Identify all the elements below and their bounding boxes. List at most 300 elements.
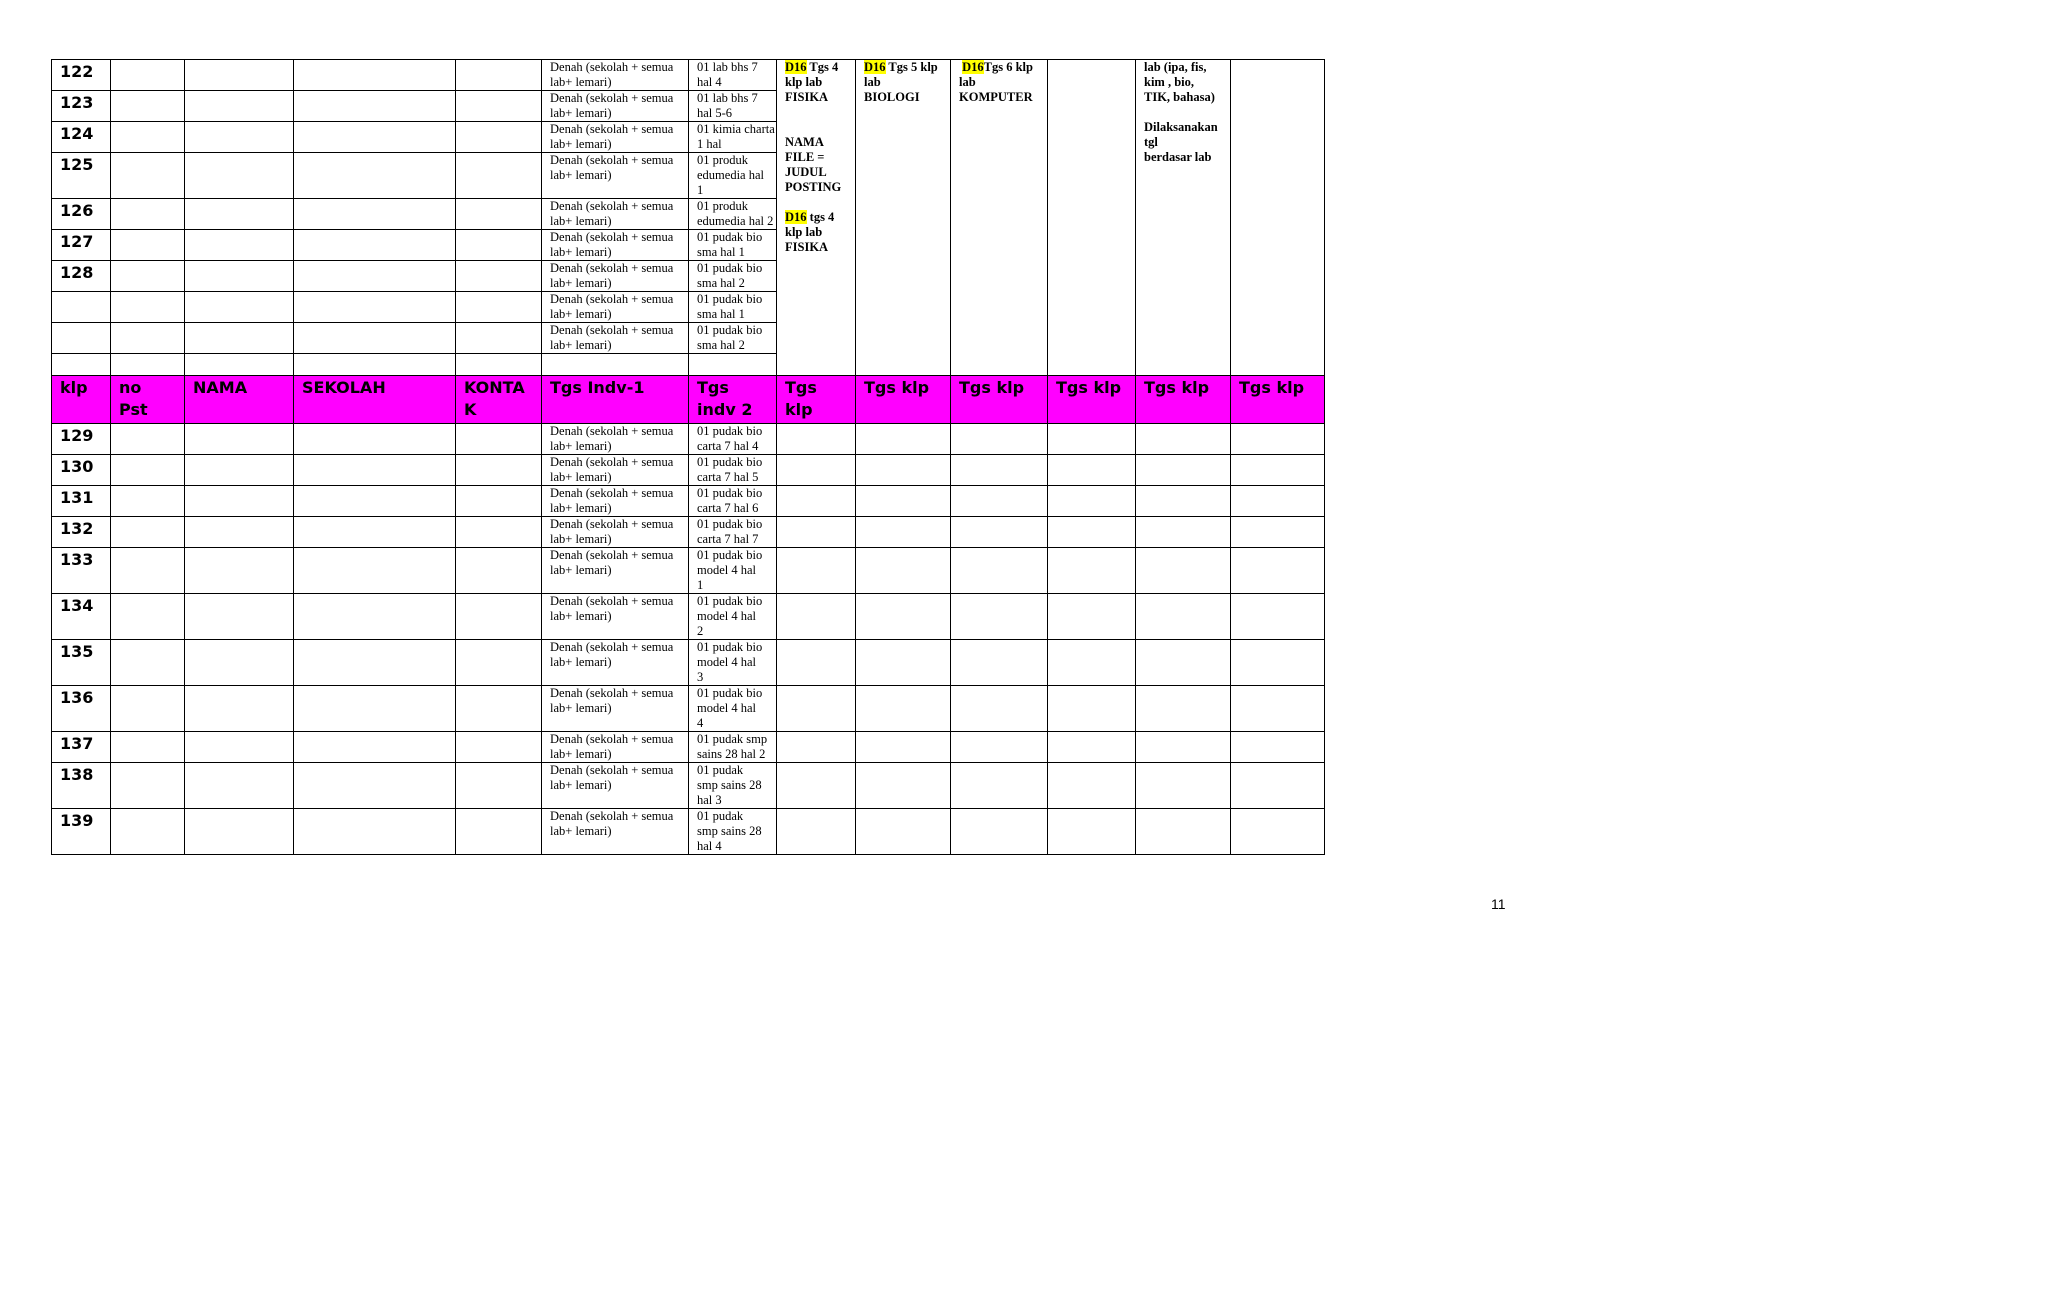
tgs-klp-cell[interactable] — [1048, 517, 1136, 548]
sekolah-cell[interactable] — [294, 91, 456, 122]
tgs-indv2-line: sains 28 hal 2 — [697, 747, 766, 761]
no-pst-cell[interactable] — [111, 60, 185, 91]
tgs-indv1-line: lab+ lemari) — [550, 778, 612, 792]
sekolah-cell[interactable] — [294, 686, 456, 732]
tgs-klp-cell[interactable] — [1136, 686, 1231, 732]
merged-line: KOMPUTER — [959, 90, 1033, 104]
tgs-klp-cell[interactable] — [777, 809, 856, 855]
tgs-klp-cell[interactable] — [1136, 732, 1231, 763]
tgs-klp-cell[interactable] — [856, 517, 951, 548]
tgs-klp-cell[interactable] — [1048, 732, 1136, 763]
tgs-klp-cell[interactable] — [856, 486, 951, 517]
no-pst-cell[interactable] — [111, 732, 185, 763]
sekolah-cell[interactable] — [294, 122, 456, 153]
klp-cell: 139 — [52, 809, 111, 855]
schedule-sheet — [51, 59, 1325, 855]
merged-text: Tgs 5 klp — [885, 60, 938, 74]
tgs-indv2-line: sma hal 1 — [697, 307, 745, 321]
no-pst-cell[interactable] — [111, 199, 185, 230]
tgs-klp-cell[interactable] — [856, 640, 951, 686]
sekolah-cell[interactable] — [294, 424, 456, 455]
no-pst-cell[interactable] — [111, 323, 185, 354]
tgs-indv2-line: 01 pudak bio — [697, 261, 763, 275]
tgs-klp-cell[interactable] — [1136, 763, 1231, 809]
nama-cell[interactable] — [185, 261, 294, 292]
klp-cell — [52, 354, 111, 376]
tgs-indv1-line: Denah (sekolah + semua — [550, 323, 674, 337]
tgs-klp-cell[interactable] — [856, 424, 951, 455]
tgs-klp-cell[interactable] — [856, 732, 951, 763]
tgs-klp-cell[interactable] — [856, 809, 951, 855]
spacer — [785, 120, 855, 135]
sekolah-cell[interactable] — [294, 261, 456, 292]
tgs-indv1-cell — [542, 548, 689, 594]
sekolah-cell[interactable] — [294, 199, 456, 230]
header-tgs-klp: Tgs klp — [951, 376, 1048, 424]
tgs-indv2-line: smp sains 28 — [697, 778, 762, 792]
klp-cell: 122 — [52, 60, 111, 91]
nama-cell[interactable] — [185, 323, 294, 354]
no-pst-cell[interactable] — [111, 455, 185, 486]
tgs-indv2-line: 01 pudak — [697, 809, 744, 823]
klp-cell: 127 — [52, 230, 111, 261]
tgs-indv1-line: lab+ lemari) — [550, 214, 612, 228]
tgs-indv2-cell — [689, 424, 777, 455]
tgs-indv2-line: hal 4 — [697, 839, 722, 853]
tgs-klp-cell[interactable] — [856, 594, 951, 640]
tgs-klp-cell[interactable] — [1048, 455, 1136, 486]
tgs-klp-cell[interactable] — [1048, 640, 1136, 686]
table-row — [52, 640, 1325, 686]
tgs-indv1-cell — [542, 455, 689, 486]
no-pst-cell[interactable] — [111, 91, 185, 122]
no-pst-cell[interactable] — [111, 809, 185, 855]
sekolah-cell[interactable] — [294, 517, 456, 548]
table-row — [52, 455, 1325, 486]
kontak-cell[interactable] — [456, 230, 542, 261]
no-pst-cell[interactable] — [111, 594, 185, 640]
tgs-klp-cell[interactable] — [1048, 548, 1136, 594]
no-pst-cell[interactable] — [111, 424, 185, 455]
nama-cell[interactable] — [185, 517, 294, 548]
tgs-klp-cell[interactable] — [951, 424, 1048, 455]
no-pst-cell[interactable] — [111, 686, 185, 732]
tgs-indv2-line: model 4 hal — [697, 655, 757, 669]
tgs-indv1-line: lab+ lemari) — [550, 701, 612, 715]
tgs-klp-cell[interactable] — [1136, 594, 1231, 640]
tgs-klp-cell[interactable] — [1136, 424, 1231, 455]
tgs-indv1-line: Denah (sekolah + semua — [550, 60, 674, 74]
tgs-indv1-line: Denah (sekolah + semua — [550, 122, 674, 136]
tgs-indv1-cell — [542, 199, 689, 230]
tgs-indv1-line: Denah (sekolah + semua — [550, 594, 674, 608]
no-pst-cell[interactable] — [111, 763, 185, 809]
nama-cell[interactable] — [185, 91, 294, 122]
spacer — [785, 105, 855, 120]
klp-cell: 125 — [52, 153, 111, 199]
tgs-indv2-cell — [689, 153, 777, 199]
tgs-indv1-cell — [542, 686, 689, 732]
tgs-indv2-line: sma hal 2 — [697, 276, 745, 290]
sekolah-cell[interactable] — [294, 354, 456, 376]
tgs-indv1-line: Denah (sekolah + semua — [550, 640, 674, 654]
sekolah-cell[interactable] — [294, 230, 456, 261]
kontak-cell[interactable] — [456, 323, 542, 354]
merged-line: lab — [864, 75, 881, 89]
tgs-indv1-cell — [542, 354, 689, 376]
no-pst-cell[interactable] — [111, 486, 185, 517]
top-section — [52, 60, 1325, 376]
tgs-indv1-cell — [542, 486, 689, 517]
kontak-cell[interactable] — [456, 809, 542, 855]
merged-text: Tgs 4 — [806, 60, 839, 74]
sekolah-cell[interactable] — [294, 455, 456, 486]
tgs-indv2-line: carta 7 hal 4 — [697, 439, 759, 453]
merged-line: Dilaksanakan — [1144, 120, 1218, 134]
tgs-indv1-line: lab+ lemari) — [550, 75, 612, 89]
tgs-klp-cell[interactable] — [951, 548, 1048, 594]
tgs-indv2-cell — [689, 686, 777, 732]
nama-cell[interactable] — [185, 60, 294, 91]
tgs-indv2-cell — [689, 354, 777, 376]
kontak-cell[interactable] — [456, 199, 542, 230]
tgs-klp-cell[interactable] — [777, 548, 856, 594]
tgs-klp-cell[interactable] — [1136, 455, 1231, 486]
klp-cell: 128 — [52, 261, 111, 292]
no-pst-cell[interactable] — [111, 548, 185, 594]
tgs-klp-cell[interactable] — [951, 763, 1048, 809]
kontak-cell[interactable] — [456, 292, 542, 323]
tgs-indv1-cell — [542, 60, 689, 91]
tgs-klp-cell[interactable] — [951, 686, 1048, 732]
merged-line — [785, 60, 855, 75]
sekolah-cell[interactable] — [294, 60, 456, 91]
tgs-indv1-line: lab+ lemari) — [550, 168, 612, 182]
kontak-cell[interactable] — [456, 424, 542, 455]
tgs-klp-cell[interactable] — [777, 686, 856, 732]
tgs-klp-cell[interactable] — [1231, 732, 1325, 763]
tgs-klp-cell[interactable] — [1136, 548, 1231, 594]
tgs5-klp-biologi-cell — [856, 60, 951, 376]
tgs-indv2-line: 01 pudak bio — [697, 230, 763, 244]
kontak-cell[interactable] — [456, 261, 542, 292]
tgs6-klp-komputer-cell — [951, 60, 1048, 376]
klp-cell: 137 — [52, 732, 111, 763]
kontak-cell[interactable] — [456, 732, 542, 763]
tgs-klp-cell[interactable] — [1231, 548, 1325, 594]
tgs-indv2-line: 1 — [697, 578, 704, 592]
spacer — [1144, 105, 1230, 120]
nama-cell[interactable] — [185, 424, 294, 455]
tgs-klp-cell[interactable] — [777, 455, 856, 486]
kontak-cell[interactable] — [456, 354, 542, 376]
tgs-klp-cell[interactable] — [951, 455, 1048, 486]
kontak-cell[interactable] — [456, 122, 542, 153]
tgs-indv2-cell — [689, 91, 777, 122]
sekolah-cell[interactable] — [294, 732, 456, 763]
tgs-indv2-line: 01 produk — [697, 199, 749, 213]
tgs-indv1-cell — [542, 323, 689, 354]
tgs-klp-cell[interactable] — [951, 594, 1048, 640]
table-row — [52, 732, 1325, 763]
merged-line: lab — [959, 75, 976, 89]
no-pst-cell[interactable] — [111, 517, 185, 548]
nama-cell[interactable] — [185, 122, 294, 153]
nama-cell[interactable] — [185, 640, 294, 686]
nama-cell[interactable] — [185, 199, 294, 230]
tgs-klp-cell[interactable] — [1048, 686, 1136, 732]
column-header-row — [52, 376, 1325, 424]
tgs-klp-cell[interactable] — [1231, 517, 1325, 548]
sekolah-cell[interactable] — [294, 548, 456, 594]
nama-cell[interactable] — [185, 686, 294, 732]
header-text: indv 2 — [697, 400, 753, 419]
merged-line: BIOLOGI — [864, 90, 920, 104]
tgs-indv2-line: edumedia hal 2 — [697, 214, 774, 228]
nama-cell[interactable] — [185, 230, 294, 261]
kontak-cell[interactable] — [456, 517, 542, 548]
tgs-indv1-line: lab+ lemari) — [550, 470, 612, 484]
tgs-klp-cell[interactable] — [1231, 686, 1325, 732]
tgs-indv1-line: lab+ lemari) — [550, 563, 612, 577]
nama-cell[interactable] — [185, 354, 294, 376]
tgs-indv1-line: lab+ lemari) — [550, 655, 612, 669]
nama-cell[interactable] — [185, 292, 294, 323]
tgs-indv1-cell — [542, 594, 689, 640]
tgs-klp-cell[interactable] — [1231, 486, 1325, 517]
tgs-indv2-cell — [689, 809, 777, 855]
tgs-klp-cell[interactable] — [856, 763, 951, 809]
kontak-cell[interactable] — [456, 763, 542, 809]
tgs-indv1-cell — [542, 230, 689, 261]
sekolah-cell[interactable] — [294, 323, 456, 354]
table-row — [52, 809, 1325, 855]
tgs-klp-cell[interactable] — [1136, 809, 1231, 855]
tgs-indv1-line: lab+ lemari) — [550, 338, 612, 352]
tgs-klp-cell[interactable] — [1048, 809, 1136, 855]
tgs-indv1-cell — [542, 640, 689, 686]
merged-line: tgl — [1144, 135, 1158, 149]
tgs-indv1-line: Denah (sekolah + semua — [550, 486, 674, 500]
tgs-klp-cell[interactable] — [1231, 424, 1325, 455]
header-tgs-klp: Tgs klp — [1048, 376, 1136, 424]
klp-cell: 133 — [52, 548, 111, 594]
merged-line: TIK, bahasa) — [1144, 90, 1215, 104]
tgs-klp-cell[interactable] — [777, 594, 856, 640]
nama-cell[interactable] — [185, 809, 294, 855]
sekolah-cell[interactable] — [294, 763, 456, 809]
tgs-klp-cell[interactable] — [777, 517, 856, 548]
tgs-indv2-line: edumedia hal — [697, 168, 764, 182]
tgs-indv1-line: lab+ lemari) — [550, 824, 612, 838]
tgs-indv1-line: Denah (sekolah + semua — [550, 261, 674, 275]
no-pst-cell[interactable] — [111, 292, 185, 323]
tgs-klp-cell[interactable] — [1048, 594, 1136, 640]
sekolah-cell[interactable] — [294, 292, 456, 323]
assignment-table — [51, 59, 1325, 855]
tgs-klp-cell[interactable] — [1231, 455, 1325, 486]
tgs-indv1-line: Denah (sekolah + semua — [550, 732, 674, 746]
tgs-klp-cell[interactable] — [777, 640, 856, 686]
tgs-indv2-line: 01 pudak bio — [697, 686, 763, 700]
table-row — [52, 517, 1325, 548]
klp-cell: 130 — [52, 455, 111, 486]
lab-note-cell — [1136, 60, 1231, 376]
tgs-klp-cell[interactable] — [856, 686, 951, 732]
kontak-cell[interactable] — [456, 455, 542, 486]
no-pst-cell[interactable] — [111, 640, 185, 686]
tgs-indv2-line: model 4 hal — [697, 701, 757, 715]
tgs-indv1-line: Denah (sekolah + semua — [550, 686, 674, 700]
header-section — [52, 376, 1325, 424]
klp-cell: 138 — [52, 763, 111, 809]
tgs-klp-cell[interactable] — [1136, 486, 1231, 517]
tgs-klp-cell[interactable] — [1048, 486, 1136, 517]
tgs-indv2-line: 01 produk — [697, 153, 749, 167]
header-kontak — [456, 376, 542, 424]
tgs-indv1-line: Denah (sekolah + semua — [550, 809, 674, 823]
table-row — [52, 763, 1325, 809]
merged-line: klp lab — [785, 75, 823, 89]
merged-line: lab (ipa, fis, — [1144, 60, 1207, 74]
tgs-klp-empty-cell — [1231, 60, 1325, 376]
tgs-klp-cell[interactable] — [777, 763, 856, 809]
tgs-indv2-line: sma hal 2 — [697, 338, 745, 352]
nama-cell[interactable] — [185, 486, 294, 517]
kontak-cell[interactable] — [456, 640, 542, 686]
header-sekolah: SEKOLAH — [294, 376, 456, 424]
no-pst-cell[interactable] — [111, 122, 185, 153]
tgs-indv2-line: 3 — [697, 670, 704, 684]
kontak-cell[interactable] — [456, 60, 542, 91]
tgs-indv2-cell — [689, 261, 777, 292]
nama-cell[interactable] — [185, 732, 294, 763]
header-text: klp — [785, 400, 813, 419]
tgs-indv1-cell — [542, 424, 689, 455]
tgs-klp-cell[interactable] — [856, 455, 951, 486]
sekolah-cell[interactable] — [294, 153, 456, 199]
no-pst-cell[interactable] — [111, 261, 185, 292]
tgs-indv2-line: 01 kimia charta — [697, 122, 775, 136]
tgs-indv1-cell — [542, 261, 689, 292]
header-tgs-klp: Tgs klp — [1136, 376, 1231, 424]
tgs-indv2-line: carta 7 hal 6 — [697, 501, 759, 515]
tgs-klp-cell[interactable] — [951, 486, 1048, 517]
no-pst-cell[interactable] — [111, 230, 185, 261]
header-text: Tgs — [697, 378, 729, 397]
tgs-indv1-line: Denah (sekolah + semua — [550, 424, 674, 438]
tgs-indv2-line: sma hal 1 — [697, 245, 745, 259]
klp-cell: 131 — [52, 486, 111, 517]
nama-cell[interactable] — [185, 548, 294, 594]
tgs-klp-cell[interactable] — [951, 732, 1048, 763]
tgs-indv1-line: lab+ lemari) — [550, 276, 612, 290]
klp-cell: 129 — [52, 424, 111, 455]
kontak-cell[interactable] — [456, 686, 542, 732]
klp-cell: 134 — [52, 594, 111, 640]
tgs-klp-cell[interactable] — [1231, 594, 1325, 640]
tgs-indv2-line: 01 pudak bio — [697, 640, 763, 654]
d16-highlight: D16 — [962, 60, 984, 74]
table-row — [52, 548, 1325, 594]
merged-line: klp lab — [785, 225, 823, 239]
tgs-indv2-line: 01 pudak bio — [697, 486, 763, 500]
tgs-klp-cell[interactable] — [951, 809, 1048, 855]
tgs-klp-cell[interactable] — [856, 548, 951, 594]
tgs-indv1-cell — [542, 763, 689, 809]
tgs-klp-cell[interactable] — [777, 732, 856, 763]
tgs-indv2-line: hal 4 — [697, 75, 722, 89]
d16-highlight: D16 — [785, 210, 807, 224]
tgs-klp-cell[interactable] — [1136, 517, 1231, 548]
tgs-klp-cell[interactable] — [1231, 763, 1325, 809]
tgs-indv1-cell — [542, 91, 689, 122]
tgs-indv1-line: Denah (sekolah + semua — [550, 455, 674, 469]
nama-cell[interactable] — [185, 153, 294, 199]
tgs-klp-cell[interactable] — [1136, 640, 1231, 686]
tgs-indv1-line: Denah (sekolah + semua — [550, 230, 674, 244]
tgs-indv2-cell — [689, 486, 777, 517]
tgs-indv1-cell — [542, 732, 689, 763]
tgs-klp-cell[interactable] — [1231, 809, 1325, 855]
tgs-indv2-cell — [689, 122, 777, 153]
tgs-indv2-cell — [689, 763, 777, 809]
tgs-klp-cell[interactable] — [1231, 640, 1325, 686]
tgs-indv1-cell — [542, 122, 689, 153]
kontak-cell[interactable] — [456, 486, 542, 517]
header-tgs-klp — [777, 376, 856, 424]
sekolah-cell[interactable] — [294, 640, 456, 686]
kontak-cell[interactable] — [456, 153, 542, 199]
no-pst-cell[interactable] — [111, 354, 185, 376]
tgs-klp-cell[interactable] — [777, 486, 856, 517]
nama-cell[interactable] — [185, 455, 294, 486]
tgs-klp-cell[interactable] — [1048, 763, 1136, 809]
kontak-cell[interactable] — [456, 91, 542, 122]
tgs-indv2-line: model 4 hal — [697, 609, 757, 623]
tgs-indv2-line: hal 5-6 — [697, 106, 733, 120]
tgs-indv2-line: 01 pudak bio — [697, 548, 763, 562]
tgs-klp-cell[interactable] — [951, 640, 1048, 686]
merged-line: kim , bio, — [1144, 75, 1195, 89]
tgs-indv2-line: 01 lab bhs 7 — [697, 91, 758, 105]
tgs-indv2-cell — [689, 594, 777, 640]
nama-cell[interactable] — [185, 763, 294, 809]
header-no-pst — [111, 376, 185, 424]
tgs-klp-cell[interactable] — [1048, 424, 1136, 455]
table-row — [52, 60, 1325, 91]
tgs-klp-cell[interactable] — [951, 517, 1048, 548]
sekolah-cell[interactable] — [294, 809, 456, 855]
nama-cell[interactable] — [185, 594, 294, 640]
tgs-indv2-cell — [689, 732, 777, 763]
sekolah-cell[interactable] — [294, 594, 456, 640]
tgs-indv2-line: 01 pudak smp — [697, 732, 768, 746]
kontak-cell[interactable] — [456, 594, 542, 640]
tgs-indv2-cell — [689, 60, 777, 91]
tgs-klp-cell[interactable] — [777, 424, 856, 455]
kontak-cell[interactable] — [456, 548, 542, 594]
tgs-indv2-line: 01 pudak bio — [697, 455, 763, 469]
merged-line — [864, 60, 950, 75]
sekolah-cell[interactable] — [294, 486, 456, 517]
tgs-indv1-line: Denah (sekolah + semua — [550, 91, 674, 105]
tgs-indv2-line: 1 hal — [697, 137, 722, 151]
d16-highlight: D16 — [864, 60, 886, 74]
tgs-indv1-cell — [542, 153, 689, 199]
no-pst-cell[interactable] — [111, 153, 185, 199]
tgs-indv2-line: 01 pudak — [697, 763, 744, 777]
